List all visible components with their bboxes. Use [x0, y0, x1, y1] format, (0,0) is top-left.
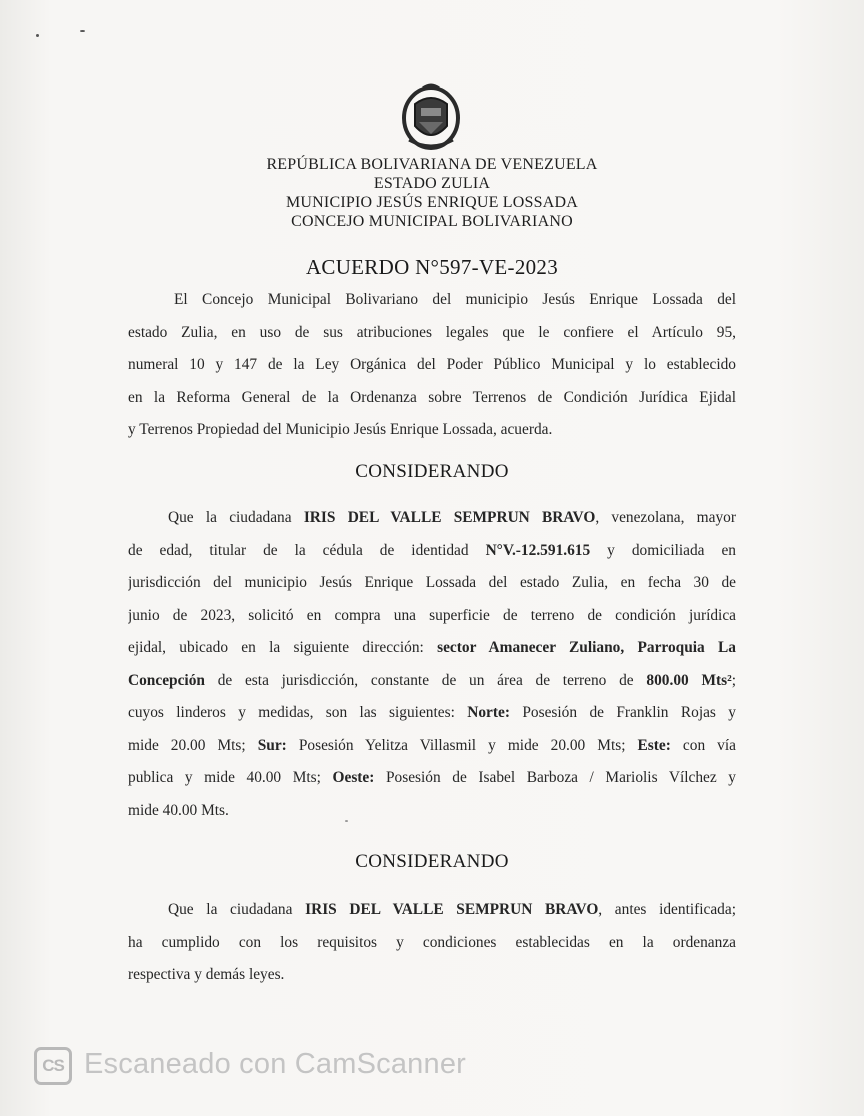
letterhead-council: CONCEJO MUNICIPAL BOLIVARIANO	[291, 213, 573, 230]
considerando-heading-1: CONSIDERANDO	[355, 461, 509, 482]
scan-speck	[36, 34, 39, 37]
considerando-paragraph-1	[128, 502, 736, 827]
id-number: N°V.-12.591.615	[485, 541, 591, 559]
paragraph-line: Que la ciudadana IRIS DEL VALLE SEMPRUN BRAVO, antes identificada;	[168, 901, 736, 918]
intro-line: El Concejo Municipal Bolivariano del municipio Jesús Enrique Lossada del	[174, 291, 736, 308]
paragraph-line: jurisdicción del municipio Jesús Enrique Lossada del estado Zulia, en fecha 30 de	[128, 574, 736, 591]
paragraph-line: ejidal, ubicado en la siguiente dirección: sector Amanecer Zuliano, Parroquia La	[128, 639, 736, 656]
agreement-title: ACUERDO N°597-VE-2023	[305, 255, 559, 279]
land-area: 800.00 Mts²	[646, 671, 732, 689]
paragraph-line: cuyos linderos y medidas, son las siguientes: Norte: Posesión de Franklin Rojas y	[128, 704, 736, 721]
camscanner-watermark: Escaneado con CamScanner	[84, 1048, 467, 1080]
paragraph-line: Que la ciudadana IRIS DEL VALLE SEMPRUN BRAVO, venezolana, mayor	[168, 509, 736, 526]
considerando-heading-2: CONSIDERANDO	[355, 851, 509, 872]
paragraph-line: Concepción de esta jurisdicción, constante de un área de terreno de 800.00 Mts²;	[128, 671, 736, 689]
letterhead-state: ESTADO ZULIA	[373, 175, 491, 192]
letterhead-municipality: MUNICIPIO JESÚS ENRIQUE LOSSADA	[286, 194, 578, 211]
paragraph-line: mide 40.00 Mts.	[128, 801, 229, 819]
paragraph-line: mide 20.00 Mts; Sur: Posesión Yelitza Villasmil y mide 20.00 Mts; Este: con vía	[128, 736, 736, 754]
paragraph-line: ha cumplido con los requisitos y condiciones establecidas en la ordenanza	[128, 933, 736, 951]
intro-line: numeral 10 y 147 de la Ley Orgánica del Poder Público Municipal y lo establecido	[128, 356, 736, 373]
considerando-paragraph-2	[128, 894, 736, 992]
intro-line: en la Reforma General de la Ordenanza sobre Terrenos de Condición Jurídica Ejidal	[128, 388, 736, 406]
intro-line: estado Zulia, en uso de sus atribuciones legales que le confiere el Artículo 95,	[128, 323, 736, 341]
intro-line: y Terrenos Propiedad del Municipio Jesús Enrique Lossada, acuerda.	[128, 421, 553, 438]
citizen-name: IRIS DEL VALLE SEMPRUN BRAVO	[303, 509, 596, 526]
paragraph-line: publica y mide 40.00 Mts; Oeste: Posesión de Isabel Barboza / Mariolis Vílchez y	[128, 769, 736, 786]
paragraph-line: de edad, titular de la cédula de identidad N°V.-12.591.615 y domiciliada en	[128, 541, 736, 559]
municipal-coat-of-arms-icon	[399, 82, 463, 152]
letterhead	[200, 155, 664, 231]
scan-speck	[80, 30, 85, 32]
letterhead-country: REPÚBLICA BOLIVARIANA DE VENEZUELA	[266, 156, 598, 173]
paragraph-line: respectiva y demás leyes.	[128, 966, 285, 983]
camscanner-logo-icon: CS	[34, 1047, 72, 1085]
citizen-name: IRIS DEL VALLE SEMPRUN BRAVO	[305, 901, 599, 918]
address-sector: sector Amanecer Zuliano, Parroquia La	[437, 639, 736, 656]
intro-paragraph	[128, 284, 736, 447]
paragraph-line: junio de 2023, solicitó en compra una superficie de terreno de condición jurídica	[128, 606, 736, 624]
